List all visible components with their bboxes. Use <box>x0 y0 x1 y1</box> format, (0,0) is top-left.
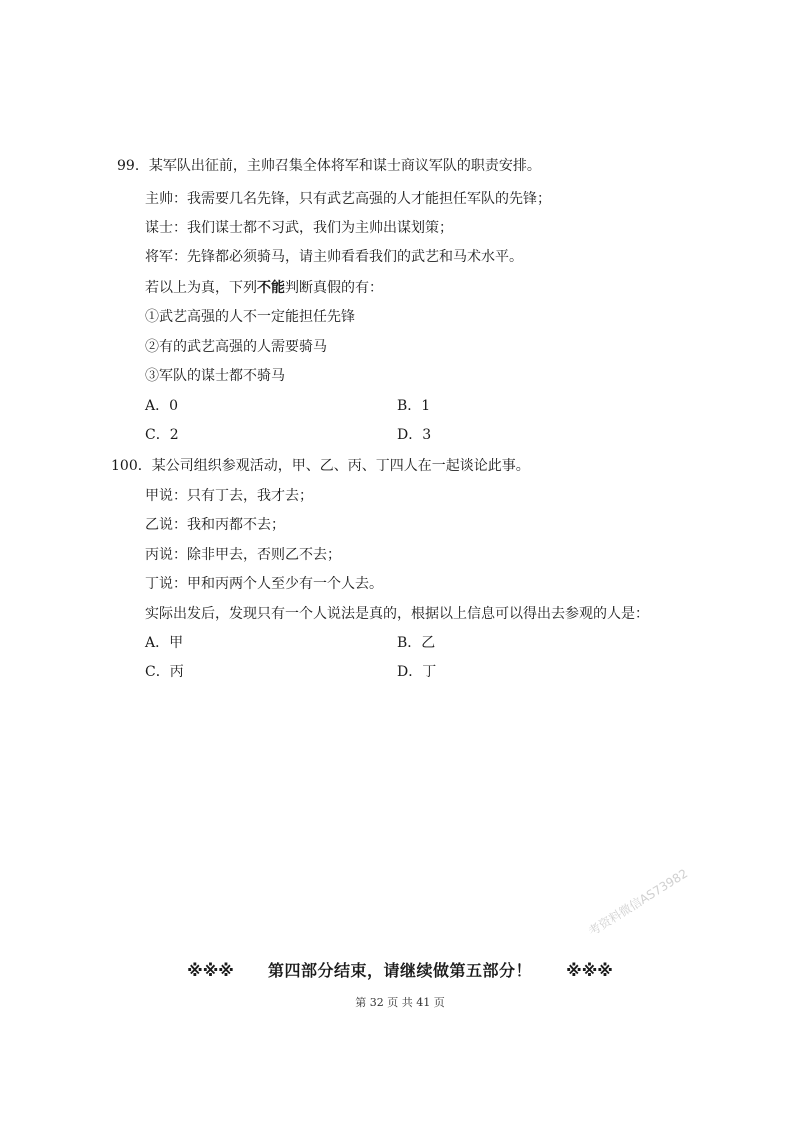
banner-mark-right: ※※※ <box>566 961 613 980</box>
q99-question-post: 判断真假的有： <box>285 280 383 296</box>
q100-stem: 100．某公司组织参观活动，甲、乙、丙、丁四人在一起谈论此事。 <box>111 458 530 474</box>
q100-question: 实际出发后，发现只有一个人说法是真的，根据以上信息可以得出去参观的人是： <box>145 606 649 622</box>
q100-option-a: A．甲 <box>145 635 184 651</box>
q100-line-bing: 丙说：除非甲去，否则乙不去； <box>145 547 341 563</box>
q99-statement-1: ①武艺高强的人不一定能担任先锋 <box>145 309 355 325</box>
q100-option-c: C．丙 <box>145 664 184 680</box>
q99-option-b: B．1 <box>397 398 431 414</box>
q99-option-d: D．3 <box>397 427 432 443</box>
section-end-banner <box>0 958 800 981</box>
q99-question <box>145 279 383 297</box>
q99-stem: 99．某军队出征前，主帅召集全体将军和谋士商议军队的职责安排。 <box>117 158 541 174</box>
q99-option-a: A．0 <box>145 398 179 414</box>
q99-line-commander: 主帅：我需要几名先锋，只有武艺高强的人才能担任军队的先锋； <box>145 191 551 207</box>
watermark-text: 考资料微信AS73982 <box>586 866 691 939</box>
q99-statement-2: ②有的武艺高强的人需要骑马 <box>145 339 327 355</box>
q99-question-emphasis: 不能 <box>257 280 285 296</box>
q99-option-c: C．2 <box>145 427 179 443</box>
banner-text: 第四部分结束，请继续做第五部分！ <box>267 961 532 980</box>
q100-line-jia: 甲说：只有丁去，我才去； <box>145 488 313 504</box>
q99-line-general: 将军：先锋都必须骑马，请主帅看看我们的武艺和马术水平。 <box>145 249 523 265</box>
q99-line-advisor: 谋士：我们谋士都不习武，我们为主帅出谋划策； <box>145 220 453 236</box>
q100-line-ding: 丁说：甲和丙两个人至少有一个人去。 <box>145 576 383 592</box>
q100-option-b: B．乙 <box>397 635 436 651</box>
q99-statement-3: ③军队的谋士都不骑马 <box>145 368 285 384</box>
q100-line-yi: 乙说：我和丙都不去； <box>145 517 285 533</box>
banner-mark-left: ※※※ <box>187 961 234 980</box>
q100-option-d: D．丁 <box>397 664 437 680</box>
q99-question-pre: 若以上为真，下列 <box>145 280 257 296</box>
page-number: 第 32 页 共 41 页 <box>355 996 445 1009</box>
